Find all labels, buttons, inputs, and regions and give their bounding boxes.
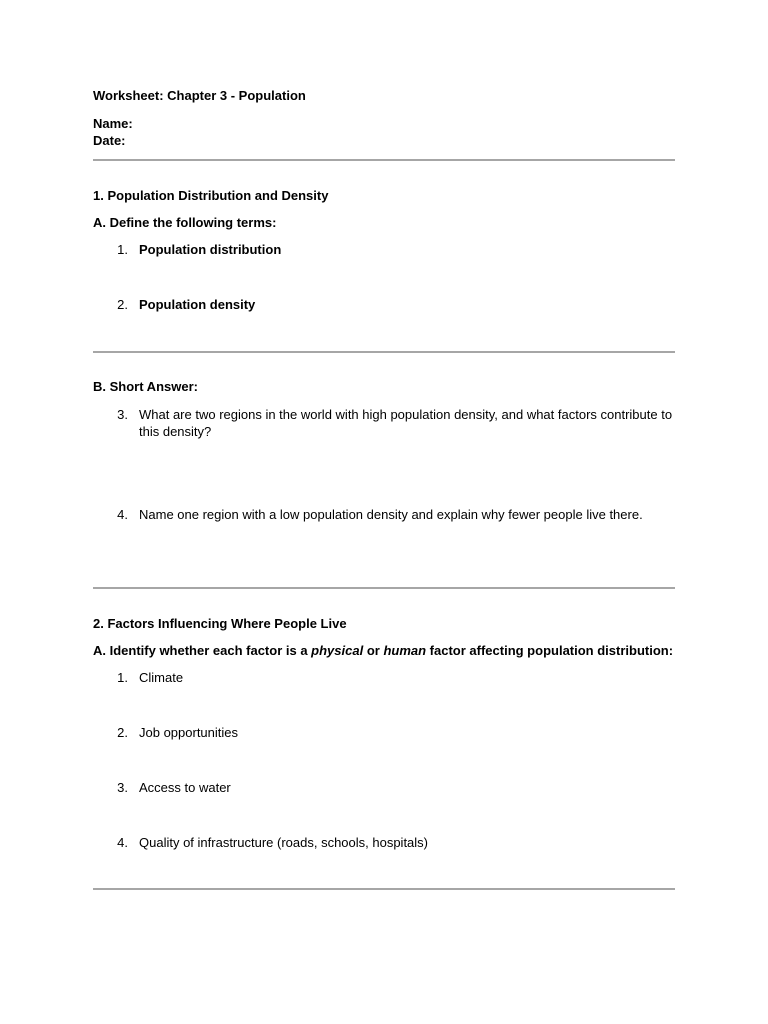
divider bbox=[93, 351, 675, 353]
list-number: 3. bbox=[117, 407, 128, 422]
factor-infrastructure: Quality of infrastructure (roads, schools, hospitals) bbox=[139, 835, 429, 850]
term-population-distribution: Population distribution bbox=[139, 242, 282, 257]
divider bbox=[93, 159, 675, 161]
term-population-density: Population density bbox=[139, 297, 256, 312]
list-number: 1. bbox=[117, 242, 128, 257]
divider bbox=[93, 587, 675, 589]
list-number: 2. bbox=[117, 297, 128, 312]
date-label: Date: bbox=[93, 133, 126, 148]
section-2-part-a-heading bbox=[93, 642, 673, 659]
list-number: 4. bbox=[117, 507, 128, 522]
section-1-part-b-heading: B. Short Answer: bbox=[93, 379, 198, 394]
heading-text-mid: or bbox=[363, 643, 384, 658]
heading-text-pre: A. Identify whether each factor is a bbox=[93, 643, 312, 658]
list-number: 3. bbox=[117, 780, 128, 795]
factor-climate: Climate bbox=[139, 670, 184, 685]
name-label: Name: bbox=[93, 116, 133, 131]
section-1-heading: 1. Population Distribution and Density bbox=[93, 188, 329, 203]
factor-job-opportunities: Job opportunities bbox=[139, 725, 239, 740]
list-number: 4. bbox=[117, 835, 128, 850]
worksheet-title: Worksheet: Chapter 3 - Population bbox=[93, 88, 306, 103]
heading-physical: physical bbox=[311, 643, 364, 658]
factor-access-to-water: Access to water bbox=[139, 780, 231, 795]
section-1-part-a-heading: A. Define the following terms: bbox=[93, 215, 277, 230]
question-4: Name one region with a low population density and explain why fewer people live there. bbox=[139, 507, 643, 522]
question-3: What are two regions in the world with high population density, and what factors contribute to this density? bbox=[139, 407, 673, 439]
heading-text-post: factor affecting population distribution: bbox=[426, 643, 674, 658]
list-number: 2. bbox=[117, 725, 128, 740]
heading-human: human bbox=[383, 643, 427, 658]
section-2-heading: 2. Factors Influencing Where People Live bbox=[93, 616, 347, 631]
list-number: 1. bbox=[117, 670, 128, 685]
divider bbox=[93, 888, 675, 890]
